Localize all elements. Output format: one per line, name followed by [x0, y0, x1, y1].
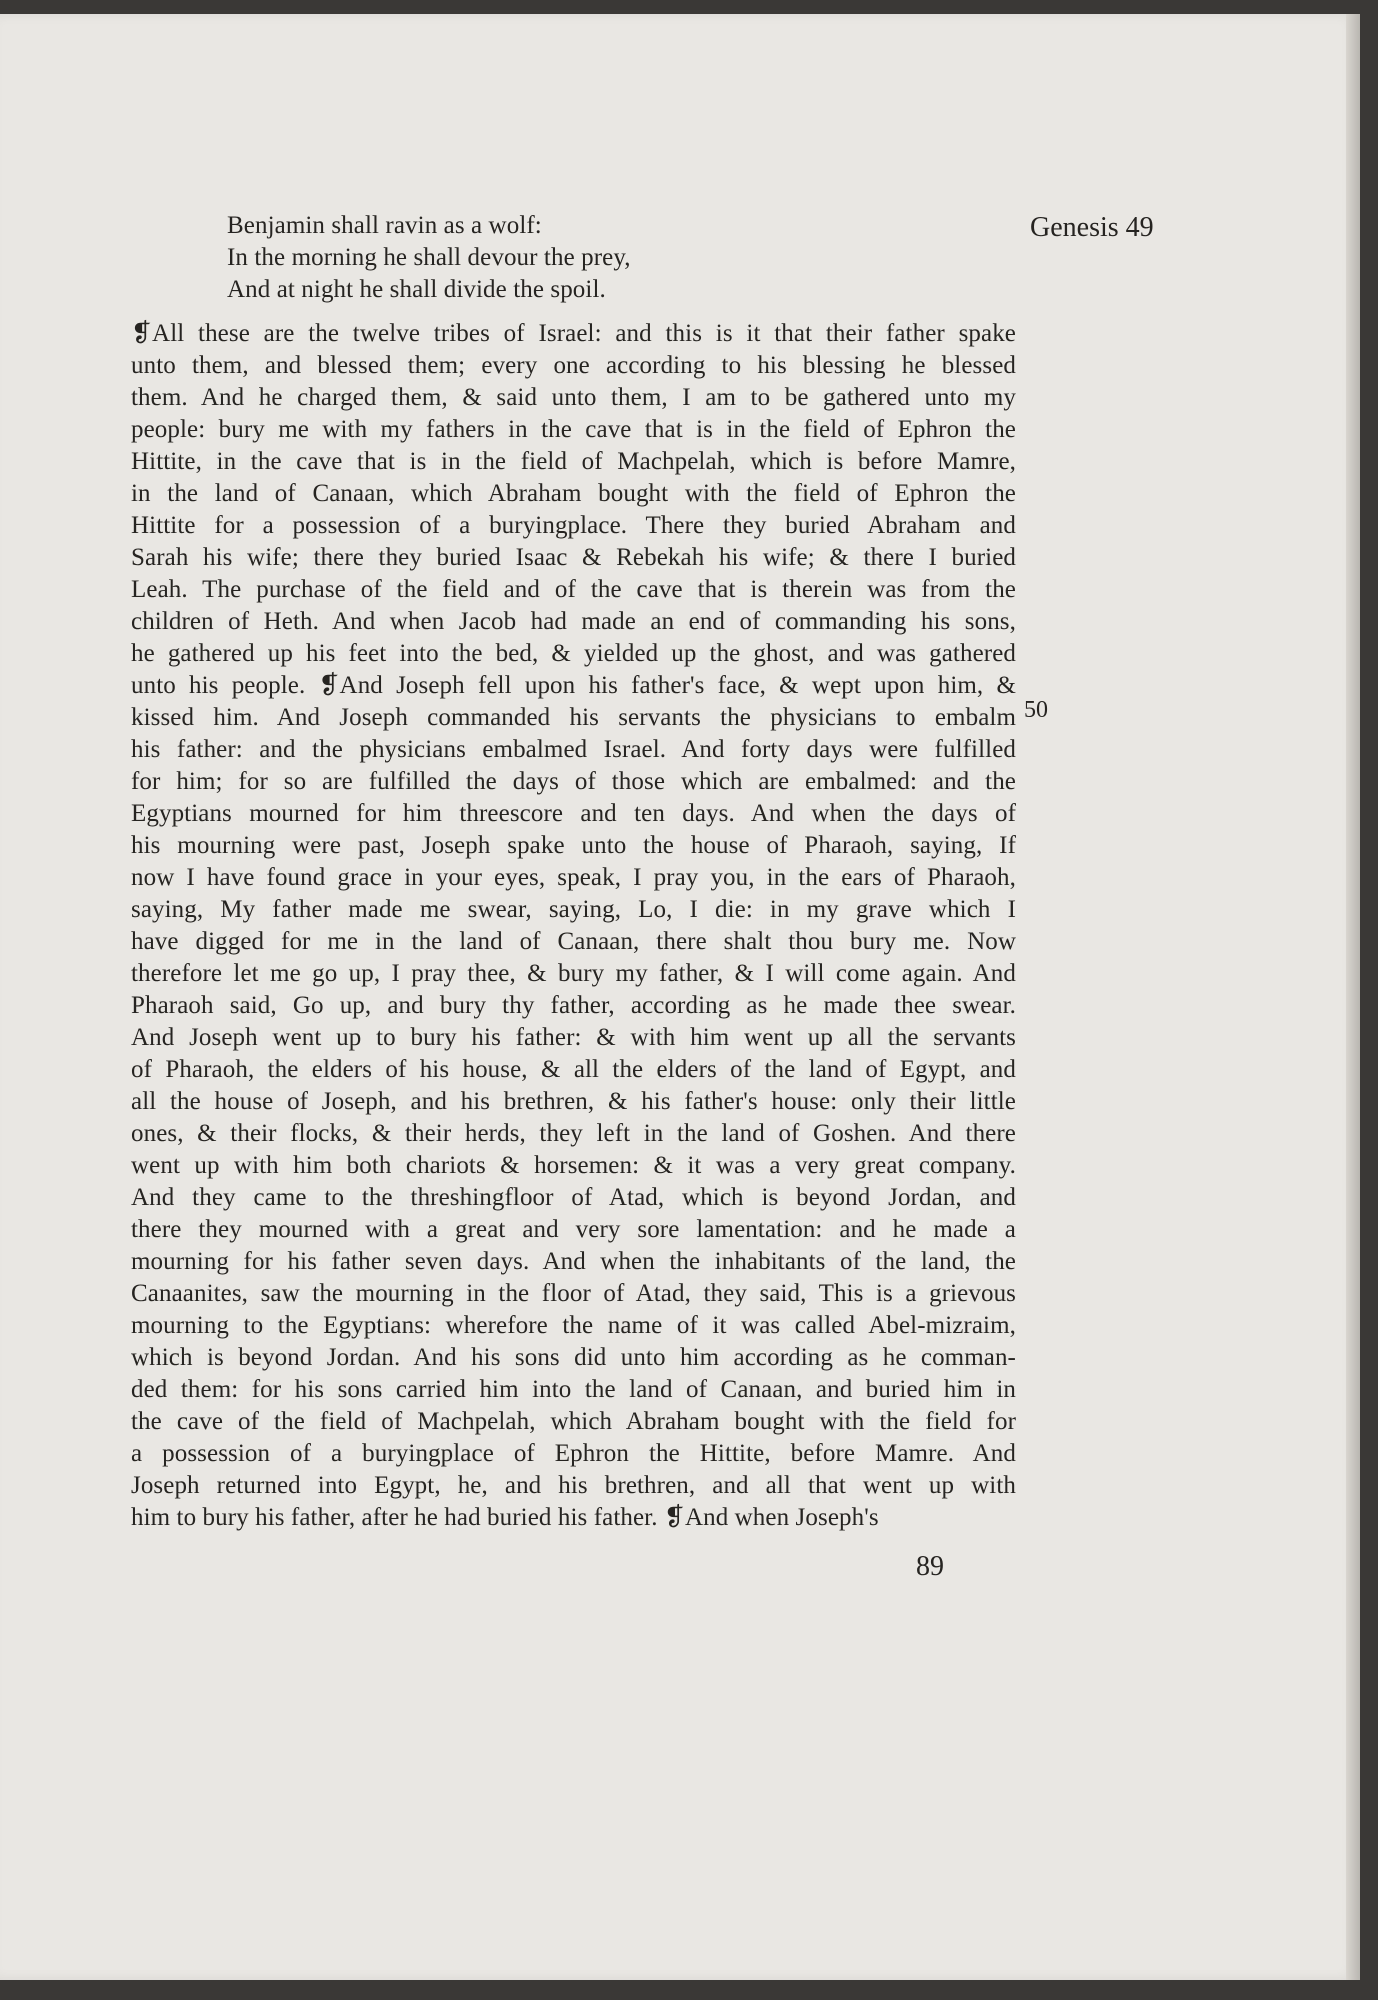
body-line: mourning for his father seven days. And when the inhabitants of the land, the [131, 1248, 1016, 1275]
body-line: Leah. The purchase of the field and of the cave that is therein was from the [131, 576, 1016, 603]
body-line: he gathered up his feet into the bed, & yielded up the ghost, and was gathered [131, 640, 1016, 667]
poem-line: In the morning he shall devour the prey, [227, 244, 631, 271]
body-line: kissed him. And Joseph commanded his servants the physicians to embalm [131, 704, 1016, 731]
body-line: his father: and the physicians embalmed Israel. And forty days were fulfilled [131, 736, 1016, 763]
page-number: 89 [916, 1551, 944, 1582]
body-line: people: bury me with my fathers in the cave that is in the field of Ephron the [131, 416, 1016, 443]
body-line: his mourning were past, Joseph spake unto the house of Pharaoh, saying, If [131, 832, 1016, 859]
body-line: unto his people. ❡And Joseph fell upon his father's face, & wept upon him, & [131, 672, 1016, 699]
body-line: Sarah his wife; there they buried Isaac & Rebekah his wife; & there I buried [131, 544, 1016, 571]
body-line: Hittite, in the cave that is in the field of Machpelah, which is before Mamre, [131, 448, 1016, 475]
body-line: Egyptians mourned for him threescore and ten days. And when the days of [131, 800, 1016, 827]
page-edge [1346, 14, 1360, 1980]
body-line: And Joseph went up to bury his father: & with him went up all the servants [131, 1024, 1016, 1051]
poem-line: Benjamin shall ravin as a wolf: [227, 212, 542, 239]
body-line: saying, My father made me swear, saying, Lo, I die: in my grave which I [131, 896, 1016, 923]
body-line: a possession of a buryingplace of Ephron the Hittite, before Mamre. And [131, 1440, 1016, 1467]
poem [227, 210, 1016, 306]
body-line: now I have found grace in your eyes, speak, I pray you, in the ears of Pharaoh, [131, 864, 1016, 891]
body-line: ones, & their flocks, & their herds, they left in the land of Goshen. And there [131, 1120, 1016, 1147]
body-line: in the land of Canaan, which Abraham bought with the field of Ephron the [131, 480, 1016, 507]
body-line: for him; for so are fulfilled the days of those which are embalmed: and the [131, 768, 1016, 795]
body-line: unto them, and blessed them; every one according to his blessing he blessed [131, 352, 1016, 379]
running-head: Genesis 49 [1030, 212, 1154, 243]
poem-line: And at night he shall divide the spoil. [227, 276, 606, 303]
body-line: which is beyond Jordan. And his sons did unto him according as he comman- [131, 1344, 1016, 1371]
verse-number: 50 [1024, 697, 1048, 723]
body-line: there they mourned with a great and very sore lamentation: and he made a [131, 1216, 1016, 1243]
body-paragraph [131, 318, 1016, 1534]
body-line: Pharaoh said, Go up, and bury thy father, according as he made thee swear. [131, 992, 1016, 1019]
body-line: ded them: for his sons carried him into the land of Canaan, and buried him in [131, 1376, 1016, 1403]
body-line: the cave of the field of Machpelah, which Abraham bought with the field for [131, 1408, 1016, 1435]
body-line: Hittite for a possession of a buryingplace. There they buried Abraham and [131, 512, 1016, 539]
body-line: mourning to the Egyptians: wherefore the name of it was called Abel-mizraim, [131, 1312, 1016, 1339]
body-line: have digged for me in the land of Canaan, there shalt thou bury me. Now [131, 928, 1016, 955]
body-line: Canaanites, saw the mourning in the floor of Atad, they said, This is a grievous [131, 1280, 1016, 1307]
body-line: them. And he charged them, & said unto them, I am to be gathered unto my [131, 384, 1016, 411]
body-line: And they came to the threshingfloor of Atad, which is beyond Jordan, and [131, 1184, 1016, 1211]
body-line: him to bury his father, after he had buried his father. ❡And when Joseph's [131, 1504, 879, 1531]
body-line: went up with him both chariots & horsemen: & it was a very great company. [131, 1152, 1016, 1179]
book-page [0, 14, 1360, 1980]
body-line: all the house of Joseph, and his brethren, & his father's house: only their little [131, 1088, 1016, 1115]
text-block [131, 210, 1016, 1534]
body-line: children of Heth. And when Jacob had made an end of commanding his sons, [131, 608, 1016, 635]
body-line: of Pharaoh, the elders of his house, & all the elders of the land of Egypt, and [131, 1056, 1016, 1083]
body-line: therefore let me go up, I pray thee, & bury my father, & I will come again. And [131, 960, 1016, 987]
body-line: Joseph returned into Egypt, he, and his brethren, and all that went up with [131, 1472, 1016, 1499]
body-line: ❡All these are the twelve tribes of Israel: and this is it that their father spake [131, 320, 1016, 347]
